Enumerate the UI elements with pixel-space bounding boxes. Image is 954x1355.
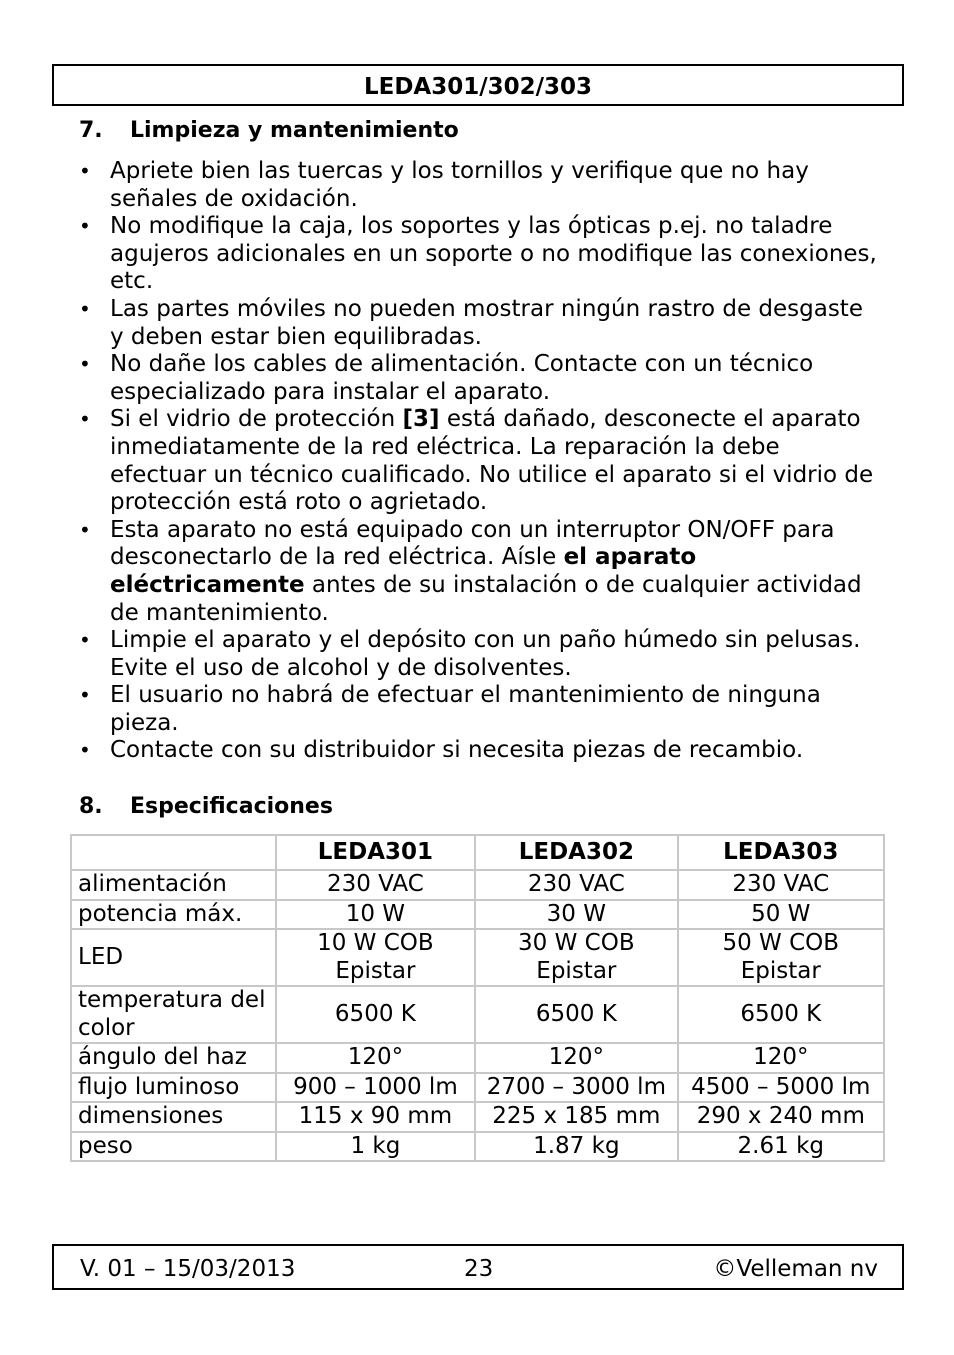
bullet-text: No modifique la caja, los soportes y las ópticas p.ej. no taladre agujeros adicionales en un soporte o no modifique las conexiones, etc. [110, 213, 877, 295]
bullet-item [79, 737, 879, 765]
table-header-row [71, 835, 884, 870]
bullet-item [79, 158, 879, 213]
bullet-bold-text: [3] [402, 406, 440, 433]
section-8-heading [79, 793, 333, 821]
value-cell: 120° [678, 1043, 884, 1073]
bullet-text: No dañe los cables de alimentación. Contacte con un técnico especializado para instalar el aparato. [110, 351, 814, 405]
column-header: LEDA303 [678, 835, 884, 870]
value-cell: 4500 – 5000 lm [678, 1073, 884, 1103]
bullet-text: Si el vidrio de protección [110, 406, 403, 433]
value-cell: 230 VAC [678, 870, 884, 900]
section-8-number: 8. [79, 794, 103, 819]
value-cell: 6500 K [475, 986, 677, 1043]
bullet-text: Apriete bien las tuercas y los tornillos y verifique que no hay señales de oxidación. [110, 158, 809, 212]
maintenance-bullet-list [79, 158, 879, 765]
bullet-text: Esta aparato no está equipado con un interruptor ON/OFF para desconectarlo de la red eléctrica. Aísle [110, 516, 835, 571]
value-cell: 230 VAC [475, 870, 677, 900]
bullet-text: Las partes móviles no pueden mostrar ningún rastro de desgaste y deben estar bien equilibradas. [110, 295, 863, 350]
value-cell: 30 W [475, 900, 677, 930]
row-label-cell: temperatura del color [71, 986, 276, 1043]
bullet-text: está dañado, desconecte el aparato inmediatamente de la red eléctrica. La reparación la debe efectuar un técnico cualificado. No utilice el aparato si el vidrio de protección está roto o agrietado. [110, 406, 874, 516]
section-8-title: Especificaciones [130, 794, 333, 819]
bullet-item [79, 406, 879, 516]
table-row [71, 1043, 884, 1073]
bullet-dot-icon: • [79, 296, 91, 321]
table-row [71, 1073, 884, 1103]
bullet-item [79, 213, 879, 296]
value-cell: 30 W COB Epistar [475, 929, 677, 986]
bullet-dot-icon: • [79, 517, 91, 542]
row-label-cell: alimentación [71, 870, 276, 900]
row-label-cell: ángulo del haz [71, 1043, 276, 1073]
value-cell: 900 – 1000 lm [276, 1073, 475, 1103]
column-header [71, 835, 276, 870]
value-cell: 1.87 kg [475, 1132, 677, 1162]
bullet-item [79, 296, 879, 351]
footer-version: V. 01 – 15/03/2013 [80, 1256, 296, 1282]
bullet-dot-icon: • [79, 738, 91, 763]
table-row [71, 929, 884, 986]
table-row [71, 1102, 884, 1132]
bullet-dot-icon: • [79, 683, 91, 708]
specifications-table [70, 834, 885, 1162]
table-row [71, 870, 884, 900]
bullet-dot-icon: • [79, 628, 91, 653]
bullet-dot-icon: • [79, 407, 91, 432]
table-row [71, 1132, 884, 1162]
bullet-item [79, 682, 879, 737]
row-label-cell: LED [71, 929, 276, 986]
value-cell: 2700 – 3000 lm [475, 1073, 677, 1103]
value-cell: 120° [475, 1043, 677, 1073]
footer-page-number: 23 [464, 1256, 494, 1282]
bullet-dot-icon: • [79, 159, 91, 183]
row-label-cell: dimensiones [71, 1102, 276, 1132]
value-cell: 6500 K [678, 986, 884, 1043]
bullet-item [79, 351, 879, 406]
value-cell: 290 x 240 mm [678, 1102, 884, 1132]
value-cell: 115 x 90 mm [276, 1102, 475, 1132]
section-7-number: 7. [79, 118, 103, 143]
table-row [71, 900, 884, 930]
value-cell: 10 W [276, 900, 475, 930]
footer-copyright: ©Velleman nv [713, 1256, 878, 1282]
table-row [71, 986, 884, 1043]
value-cell: 50 W [678, 900, 884, 930]
bullet-dot-icon: • [79, 352, 91, 377]
value-cell: 225 x 185 mm [475, 1102, 677, 1132]
bullet-bold-text: el aparato eléctricamente [110, 544, 697, 598]
bullet-item [79, 517, 879, 627]
section-7-heading [79, 117, 459, 145]
document-header [52, 64, 904, 106]
document-footer [52, 1244, 904, 1290]
header-title: LEDA301/302/303 [363, 74, 593, 100]
value-cell: 1 kg [276, 1132, 475, 1162]
section-7-title: Limpieza y mantenimiento [130, 118, 459, 143]
value-cell: 10 W COB Epistar [276, 929, 475, 986]
value-cell: 120° [276, 1043, 475, 1073]
value-cell: 2.61 kg [678, 1132, 884, 1162]
bullet-text: Limpie el aparato y el depósito con un paño húmedo sin pelusas. Evite el uso de alcohol y de disolventes. [110, 627, 861, 681]
column-header: LEDA301 [276, 835, 475, 870]
row-label-cell: flujo luminoso [71, 1073, 276, 1103]
bullet-dot-icon: • [79, 214, 91, 239]
bullet-item [79, 627, 879, 682]
column-header: LEDA302 [475, 835, 677, 870]
value-cell: 50 W COB Epistar [678, 929, 884, 986]
row-label-cell: peso [71, 1132, 276, 1162]
bullet-text: antes de su instalación o de cualquier actividad de mantenimiento. [110, 571, 862, 626]
bullet-text: Contacte con su distribuidor si necesita piezas de recambio. [110, 737, 804, 764]
value-cell: 6500 K [276, 986, 475, 1043]
bullet-text: El usuario no habrá de efectuar el mantenimiento de ninguna pieza. [110, 682, 821, 736]
row-label-cell: potencia máx. [71, 900, 276, 930]
value-cell: 230 VAC [276, 870, 475, 900]
